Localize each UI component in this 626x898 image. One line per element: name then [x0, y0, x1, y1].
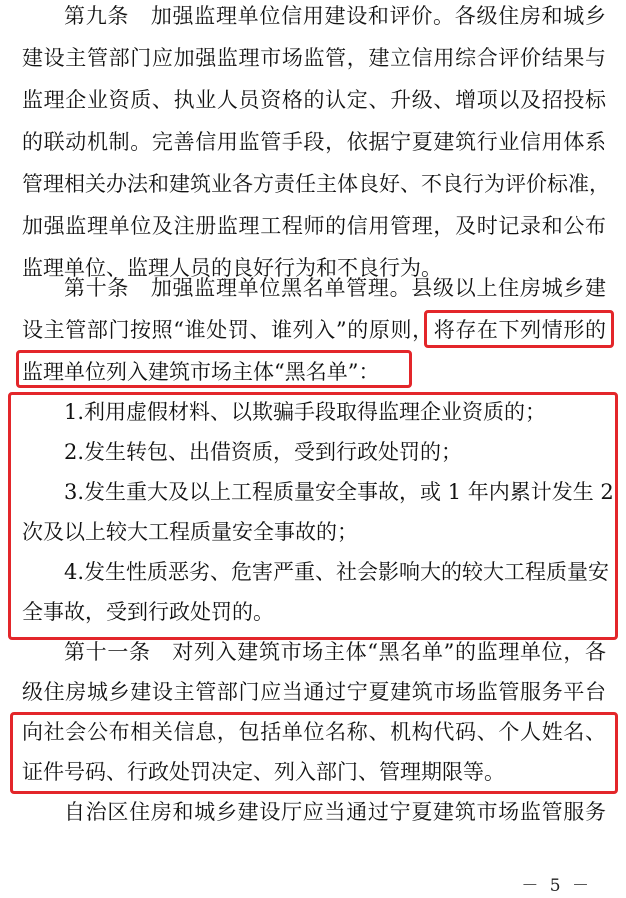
article10-line: 第十条 加强监理单位黑名单管理。县级以上住房城乡建: [64, 276, 606, 300]
article9-line: 建设主管部门应加强监理市场监管，建立信用综合评价结果与: [22, 46, 606, 70]
article9-line: 加强监理单位及注册监理工程师的信用管理，及时记录和公布: [22, 214, 606, 238]
article11-line: 第十一条 对列入建筑市场主体“黑名单”的监理单位，各: [64, 640, 606, 664]
article9-line: 监理单位、监理人员的良好行为和不良行为。: [22, 256, 442, 280]
article10-line: 监理单位列入建筑市场主体“黑名单”：: [22, 360, 380, 384]
highlight-box: [424, 310, 614, 348]
article10-line: 设主管部门按照“谁处罚、谁列入”的原则，将存在下列情形的: [22, 318, 606, 342]
list-item-3: 3.发生重大及以上工程质量安全事故，或 1 年内累计发生 2: [64, 480, 614, 504]
article9-line: 监理企业资质、执业人员资格的认定、升级、增项以及招投标: [22, 88, 606, 112]
list-item-3-cont: 次及以上较大工程质量安全事故的；: [22, 520, 358, 544]
list-item-4-cont: 全事故，受到行政处罚的。: [22, 600, 274, 624]
article11-line: 级住房城乡建设主管部门应当通过宁夏建筑市场监管服务平台: [22, 680, 606, 704]
list-item-2: 2.发生转包、出借资质，受到行政处罚的；: [64, 440, 463, 464]
article9-line: 第九条 加强监理单位信用建设和评价。各级住房和城乡: [64, 4, 606, 28]
article9-line: 的联动机制。完善信用监管手段，依据宁夏建筑行业信用体系: [22, 130, 606, 154]
final-line: 自治区住房和城乡建设厅应当通过宁夏建筑市场监管服务: [64, 800, 606, 824]
list-item-4: 4.发生性质恶劣、危害严重、社会影响大的较大工程质量安: [64, 560, 610, 584]
highlight-box: [16, 350, 412, 388]
article11-line: 证件号码、行政处罚决定、列入部门、管理期限等。: [22, 760, 505, 784]
highlight-box: [8, 392, 618, 640]
highlight-box: [10, 712, 618, 794]
article9-line: 管理相关办法和建筑业各方责任主体良好、不良行为评价标准，: [22, 172, 610, 196]
list-item-1: 1.利用虚假材料、以欺骗手段取得监理企业资质的；: [64, 400, 547, 424]
page-number: － 5 －: [521, 876, 592, 896]
article11-line: 向社会公布相关信息，包括单位名称、机构代码、个人姓名、: [22, 720, 606, 744]
